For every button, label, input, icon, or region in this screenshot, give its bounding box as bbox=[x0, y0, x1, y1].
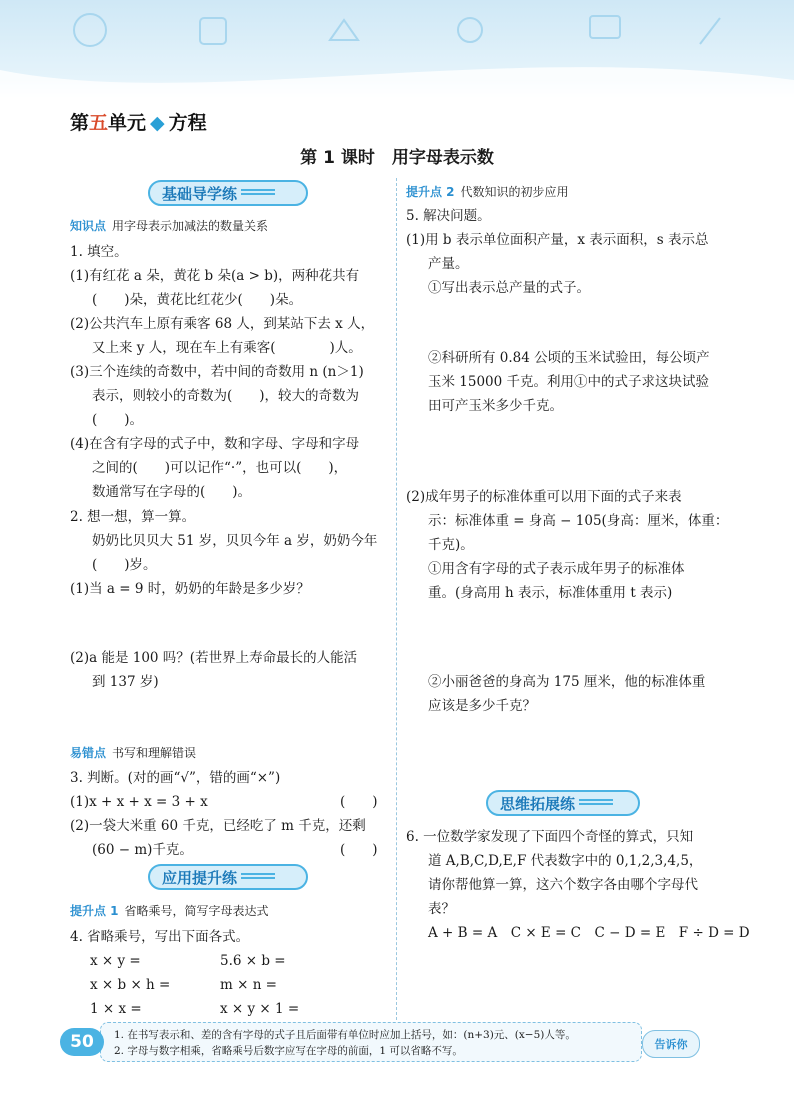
q4-item: x × y × 1 = bbox=[220, 1001, 300, 1017]
q5-line: 示：标准体重 = 身高 − 105(身高：厘米，体重： bbox=[428, 513, 729, 529]
unit-suffix: 单元 bbox=[108, 112, 147, 134]
column-divider bbox=[396, 178, 397, 1040]
section-thinking-practice bbox=[486, 790, 640, 816]
q1-line: ( )。 bbox=[92, 412, 144, 428]
lines-decoration bbox=[241, 873, 275, 881]
q2-line: 2. 想一想，算一算。 bbox=[70, 509, 196, 525]
q6-line: 道 A,B,C,D,E,F 代表数字中的 0,1,2,3,4,5， bbox=[428, 853, 703, 869]
q4-item: x × b × h = bbox=[90, 977, 171, 993]
section-basic-practice bbox=[148, 180, 308, 206]
q4-title: 4. 省略乘号，写出下面各式。 bbox=[70, 929, 250, 945]
q5-line: ②小丽爸爸的身高为 175 厘米，他的标准体重 bbox=[428, 674, 706, 690]
knowledge-label: 知识点 bbox=[70, 219, 107, 233]
page-number: 50 bbox=[60, 1028, 104, 1056]
q4-item: 1 × x = bbox=[90, 1001, 142, 1017]
q6-line: 6. 一位数学家发现了下面四个奇怪的算式，只知 bbox=[406, 829, 694, 845]
q5-line: 重。(身高用 h 表示，标准体重用 t 表示) bbox=[428, 585, 673, 601]
q5-line: 田可产玉米多少千克。 bbox=[428, 398, 563, 414]
q3-line: 3. 判断。(对的画“√”，错的画“×”) bbox=[70, 770, 281, 786]
q1-line: ( )朵，黄花比红花少( )朵。 bbox=[92, 292, 303, 308]
q3-line: (2)一袋大米重 60 千克，已经吃了 m 千克，还剩 bbox=[70, 818, 366, 834]
q4-item: x × y = bbox=[90, 953, 141, 969]
tip-line: 2. 字母与数字相乘，省略乘号后数字应写在字母的前面，1 可以省略不写。 bbox=[114, 1045, 463, 1057]
q6-line: 请你帮他算一算，这六个数字各由哪个字母代 bbox=[428, 877, 698, 893]
q5-line: ①写出表示总产量的式子。 bbox=[428, 280, 590, 296]
tip-line: 1. 在书写表示和、差的含有字母的式子且后面带有单位时应加上括号，如：(n+3)元、(x−5)人等。 bbox=[114, 1029, 576, 1041]
unit-number: 五 bbox=[89, 112, 109, 134]
section-applied-practice bbox=[148, 864, 308, 890]
q5-line: 玉米 15000 千克。利用①中的式子求这块试验 bbox=[428, 374, 710, 390]
q2-line: (1)当 a = 9 时，奶奶的年龄是多少岁？ bbox=[70, 581, 310, 597]
point2-text: 代数知识的初步应用 bbox=[460, 185, 569, 199]
q4-item: m × n = bbox=[220, 977, 277, 993]
knowledge-text: 用字母表示加减法的数量关系 bbox=[112, 219, 269, 233]
q5-line: 产量。 bbox=[428, 256, 469, 272]
q5-line: 5. 解决问题。 bbox=[406, 208, 491, 224]
q5-line: 应该是多少千克？ bbox=[428, 698, 536, 714]
unit-title bbox=[70, 108, 207, 135]
lines-decoration bbox=[241, 189, 275, 197]
error-text: 书写和理解错误 bbox=[112, 746, 197, 760]
section-thinking-label: 思维拓展练 bbox=[500, 794, 576, 813]
bullet-icon: ◆ bbox=[150, 112, 165, 134]
banner-decoration bbox=[0, 0, 794, 100]
section-basic-label: 基础导学练 bbox=[162, 184, 238, 203]
q1-line: (3)三个连续的奇数中，若中间的奇数用 n (n＞1) bbox=[70, 364, 364, 380]
q2-line: (2)a 能是 100 吗？(若世界上寿命最长的人能活 bbox=[70, 650, 358, 666]
q1-line: (4)在含有字母的式子中，数和字母、字母和字母 bbox=[70, 436, 360, 452]
q1-line: (2)公共汽车上原有乘客 68 人，到某站下去 x 人， bbox=[70, 316, 375, 332]
q1-line: 1. 填空。 bbox=[70, 244, 128, 260]
q2-line: ( )岁。 bbox=[92, 557, 157, 573]
q4-item: 5.6 × b = bbox=[220, 953, 286, 969]
q3-line: (1)x + x + x = 3 + x bbox=[70, 794, 208, 810]
point1-text: 省略乘号，简写字母表达式 bbox=[124, 904, 269, 918]
judge-blank[interactable]: ( ) bbox=[340, 794, 378, 810]
point2-tag bbox=[406, 183, 569, 200]
lesson-title: 第 1 课时 用字母表示数 bbox=[300, 148, 494, 168]
point1-label: 提升点 1 bbox=[70, 904, 119, 918]
unit-prefix: 第 bbox=[70, 112, 90, 134]
q2-line: 奶奶比贝贝大 51 岁，贝贝今年 a 岁，奶奶今年 bbox=[92, 533, 378, 549]
q1-line: 数通常写在字母的( )。 bbox=[92, 484, 252, 500]
q2-line: 到 137 岁) bbox=[92, 674, 159, 690]
error-label: 易错点 bbox=[70, 746, 107, 760]
q1-line: 之间的( )可以记作“·”，也可以( )， bbox=[92, 460, 348, 476]
lines-decoration bbox=[579, 799, 613, 807]
q5-line: ①用含有字母的式子表示成年男子的标准体 bbox=[428, 561, 685, 577]
q6-line: A + B = A C × E = C C − D = E F ÷ D = D bbox=[428, 925, 750, 941]
tell-you-badge: 告诉你 bbox=[642, 1030, 700, 1058]
judge-blank[interactable]: ( ) bbox=[340, 842, 378, 858]
q1-line: 又上来 y 人，现在车上有乘客( )人。 bbox=[92, 340, 362, 356]
q6-line: 表？ bbox=[428, 901, 455, 917]
q3-line: (60 − m)千克。 bbox=[92, 842, 193, 858]
point1-tag bbox=[70, 902, 269, 919]
q5-line: ②科研所有 0.84 公顷的玉米试验田，每公顷产 bbox=[428, 350, 710, 366]
section-applied-label: 应用提升练 bbox=[162, 868, 238, 887]
unit-topic: 方程 bbox=[168, 112, 207, 134]
header-banner bbox=[0, 0, 794, 100]
q5-line: (2)成年男子的标准体重可以用下面的式子来表 bbox=[406, 489, 682, 505]
q1-line: (1)有红花 a 朵，黄花 b 朵(a > b)，两种花共有 bbox=[70, 268, 360, 284]
q1-line: 表示，则较小的奇数为( )，较大的奇数为 bbox=[92, 388, 360, 404]
q5-line: 千克)。 bbox=[428, 537, 474, 553]
point2-label: 提升点 2 bbox=[406, 185, 455, 199]
error-point-tag bbox=[70, 744, 196, 761]
q5-line: (1)用 b 表示单位面积产量，x 表示面积，s 表示总 bbox=[406, 232, 709, 248]
knowledge-point-tag bbox=[70, 217, 268, 234]
